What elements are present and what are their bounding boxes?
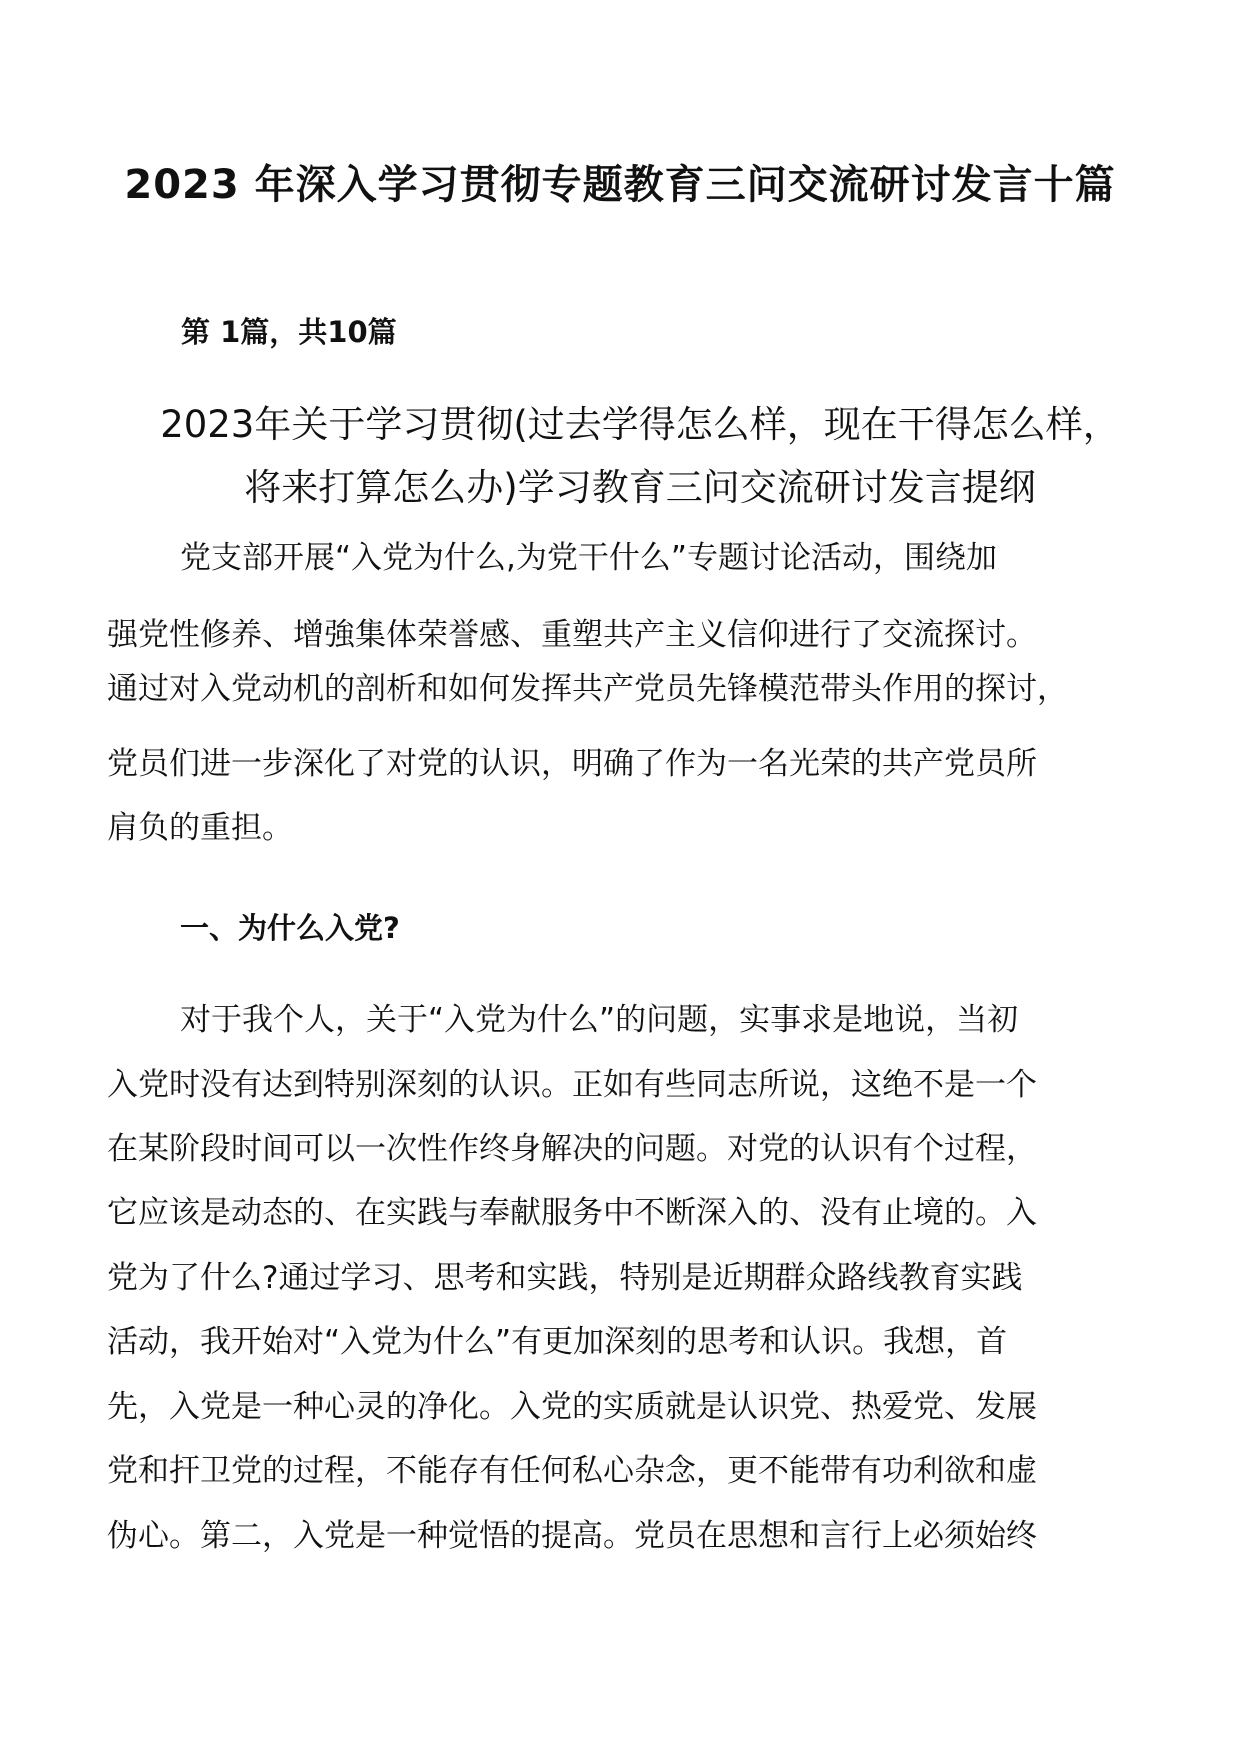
body-line: 伪心。第二，入党是一种觉悟的提高。党员在思想和言行上必须始终 [107,1518,1037,1554]
body-line: 它应该是动态的、在实践与奉献服务中不断深入的、没有止境的。入 [107,1195,1037,1231]
body-line: 活动，我开始对“入党为什么”有更加深刻的思考和认识。我想，首 [107,1324,1008,1360]
intro-line: 通过对入党动机的剖析和如何发挥共产党员先锋模范带头作用的探讨， [107,671,1068,707]
body-line: 党为了什么?通过学习、思考和实践，特别是近期群众路线教育实践 [107,1260,1023,1296]
section-heading: 一、为什么入党? [180,911,400,945]
document-title: 2023 年深入学习贯彻专题教育三问交流研讨发言十篇 [124,162,1116,208]
subtitle: 2023年关于学习贯彻(过去学得怎么样，现在干得怎么样，将来打算怎么办)学习教育三问交流研讨发言提纲 [160,403,1120,509]
body-line: 对于我个人，关于“入党为什么”的问题，实事求是地说，当初 [180,1002,1019,1038]
body-line: 先，入党是一种心灵的净化。入党的实质就是认识党、热爱党、发展 [107,1389,1037,1425]
intro-line: 党支部开展“入党为什么,为党干什么”专题讨论活动，围绕加 [180,540,997,576]
intro-line: 党员们进一步深化了对党的认识，明确了作为一名光荣的共产党员所 [107,746,1037,782]
part-label: 第 1篇，共10篇 [181,315,397,349]
body-line: 党和扞卫党的过程，不能存有任何私心杂念，更不能带有功利欲和虚 [107,1453,1037,1489]
intro-line: 强党性修养、增強集体荣誉感、重塑共产主义信仰进行了交流探讨。 [107,617,1037,653]
intro-line: 肩负的重担。 [107,810,293,846]
body-line: 入党时没有达到特别深刻的认识。正如有些同志所说，这绝不是一个 [107,1067,1037,1103]
body-line: 在某阶段时间可以一次性作终身解决的问题。对党的认识有个过程， [107,1131,1037,1167]
